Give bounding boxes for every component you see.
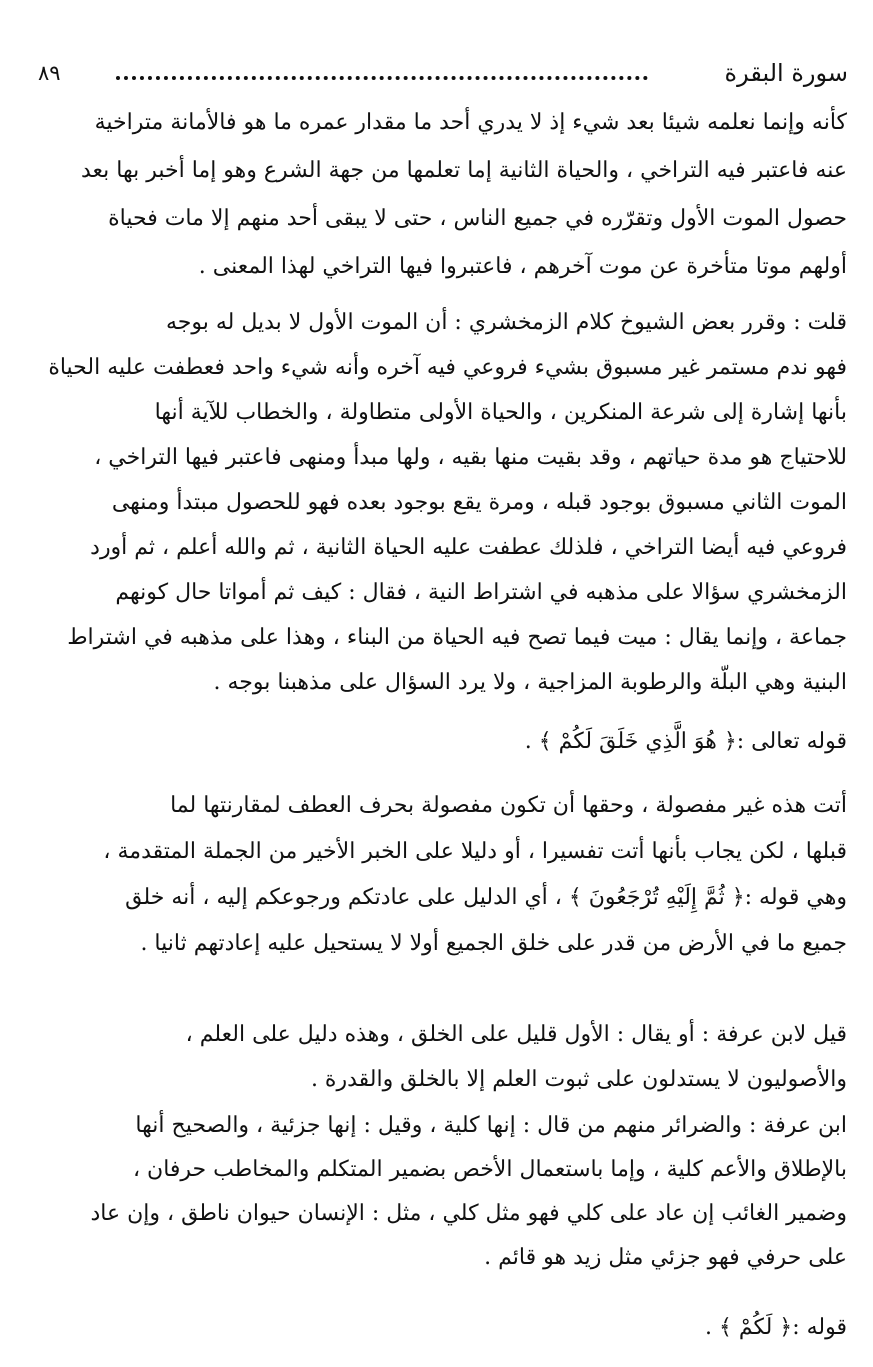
text-line: الموت الثاني مسبوق بوجود قبله ، ومرة يقع بوجود بعده فهو للحصول مبتدأ ومنهى: [111, 490, 847, 515]
text-line: أولهم موتا متأخرة عن موت آخرهم ، فاعتبروا فيها التراخي لهذا المعنى .: [198, 254, 847, 279]
paragraph-2: [42, 300, 847, 705]
text-line: قوله تعالى :﴿ هُوَ الَّذِي خَلَقَ لَكُمْ ﴾ .: [524, 729, 847, 754]
text-line: الزمخشري سؤالا على مذهبه في اشتراط النية ، فقال : كيف ثم أمواتا حال كونهم: [115, 580, 847, 605]
verse-heading-1: [42, 718, 847, 766]
verse-heading-2: [42, 1304, 847, 1352]
surah-title: سورة البقرة: [724, 59, 848, 87]
text-line: قلت : وقرر بعض الشيوخ كلام الزمخشري : أن الموت الأول لا بديل له بوجه: [165, 310, 847, 335]
text-line: والأصوليون لا يستدلون على ثبوت العلم إلا بالخلق والقدرة .: [310, 1067, 847, 1092]
text-line: حصول الموت الأول وتقرّره في جميع الناس ، حتى لا يبقى أحد منهم إلا مات فحياة: [108, 206, 847, 231]
paragraph-3: [42, 783, 847, 967]
header-dotted-rule: [116, 76, 648, 80]
text-line: بالإطلاق والأعم كلية ، وإما باستعمال الأخص بضمير المتكلم والمخاطب حرفان ،: [132, 1157, 847, 1182]
paragraph-5: [42, 1104, 847, 1280]
text-line: فهو ندم مستمر غير مسبوق بشيء فروعي فيه آخره وأنه شيء واحد فعطفت عليه الحياة: [48, 355, 847, 380]
paragraph-4: [42, 1012, 847, 1102]
text-line: جميع ما في الأرض من قدر على خلق الجميع أولا لا يستحيل عليه إعادتهم ثانيا .: [140, 931, 847, 956]
text-line: قوله :﴿ لَكُمْ ﴾ .: [704, 1315, 847, 1340]
paragraph-1: [42, 99, 847, 291]
text-line: البنية وهي البلّة والرطوبة المزاجية ، ولا يرد السؤال على مذهبنا بوجه .: [213, 670, 847, 695]
text-line: جماعة ، وإنما يقال : ميت فيما تصح فيه الحياة من البناء ، وهذا على مذهبه في اشتراط: [67, 625, 847, 650]
text-line: للاحتياج هو مدة حياتهم ، وقد بقيت منها بقيه ، ولها مبدأ ومنهى فاعتبر فيها التراخي ،: [94, 445, 847, 470]
text-line: وضمير الغائب إن عاد على كلي فهو مثل كلي ، مثل : الإنسان حيوان ناطق ، وإن عاد: [90, 1201, 847, 1226]
text-line: عنه فاعتبر فيه التراخي ، والحياة الثانية إما تعلمها من جهة الشرع وهو إما أخبر بها بعد: [80, 158, 847, 183]
text-line: بأنها إشارة إلى شرعة المنكرين ، والحياة الأولى متطاولة ، والخطاب للآية أنها: [154, 400, 847, 425]
text-line: كأنه وإنما نعلمه شيئا بعد شيء إذ لا يدري أحد ما مقدار عمره ما هو فالأمانة متراخية: [94, 110, 847, 135]
text-line: على حرفي فهو جزئي مثل زيد هو قائم .: [484, 1245, 847, 1270]
text-line: ابن عرفة : والضرائر منهم من قال : إنها كلية ، وقيل : إنها جزئية ، والصحيح أنها: [135, 1113, 847, 1138]
page-header: [38, 58, 848, 92]
text-line: وهي قوله :﴿ ثُمَّ إِلَيْهِ تُرْجَعُونَ ﴾ ، أي الدليل على عادتكم ورجوعكم إليه ، أنه خلق: [125, 885, 847, 910]
text-line: قيل لابن عرفة : أو يقال : الأول قليل على الخلق ، وهذه دليل على العلم ،: [185, 1022, 847, 1047]
text-line: فروعي فيه أيضا التراخي ، فلذلك عطفت عليه الحياة الثانية ، ثم والله أعلم ، ثم أورد: [90, 535, 847, 560]
page-number: ٨٩: [38, 61, 61, 85]
text-line: أتت هذه غير مفصولة ، وحقها أن تكون مفصولة بحرف العطف لمقارنتها لما: [170, 793, 847, 818]
text-line: قبلها ، لكن يجاب بأنها أتت تفسيرا ، أو دليلا على الخبر الأخير من الجملة المتقدمة ،: [103, 839, 847, 864]
